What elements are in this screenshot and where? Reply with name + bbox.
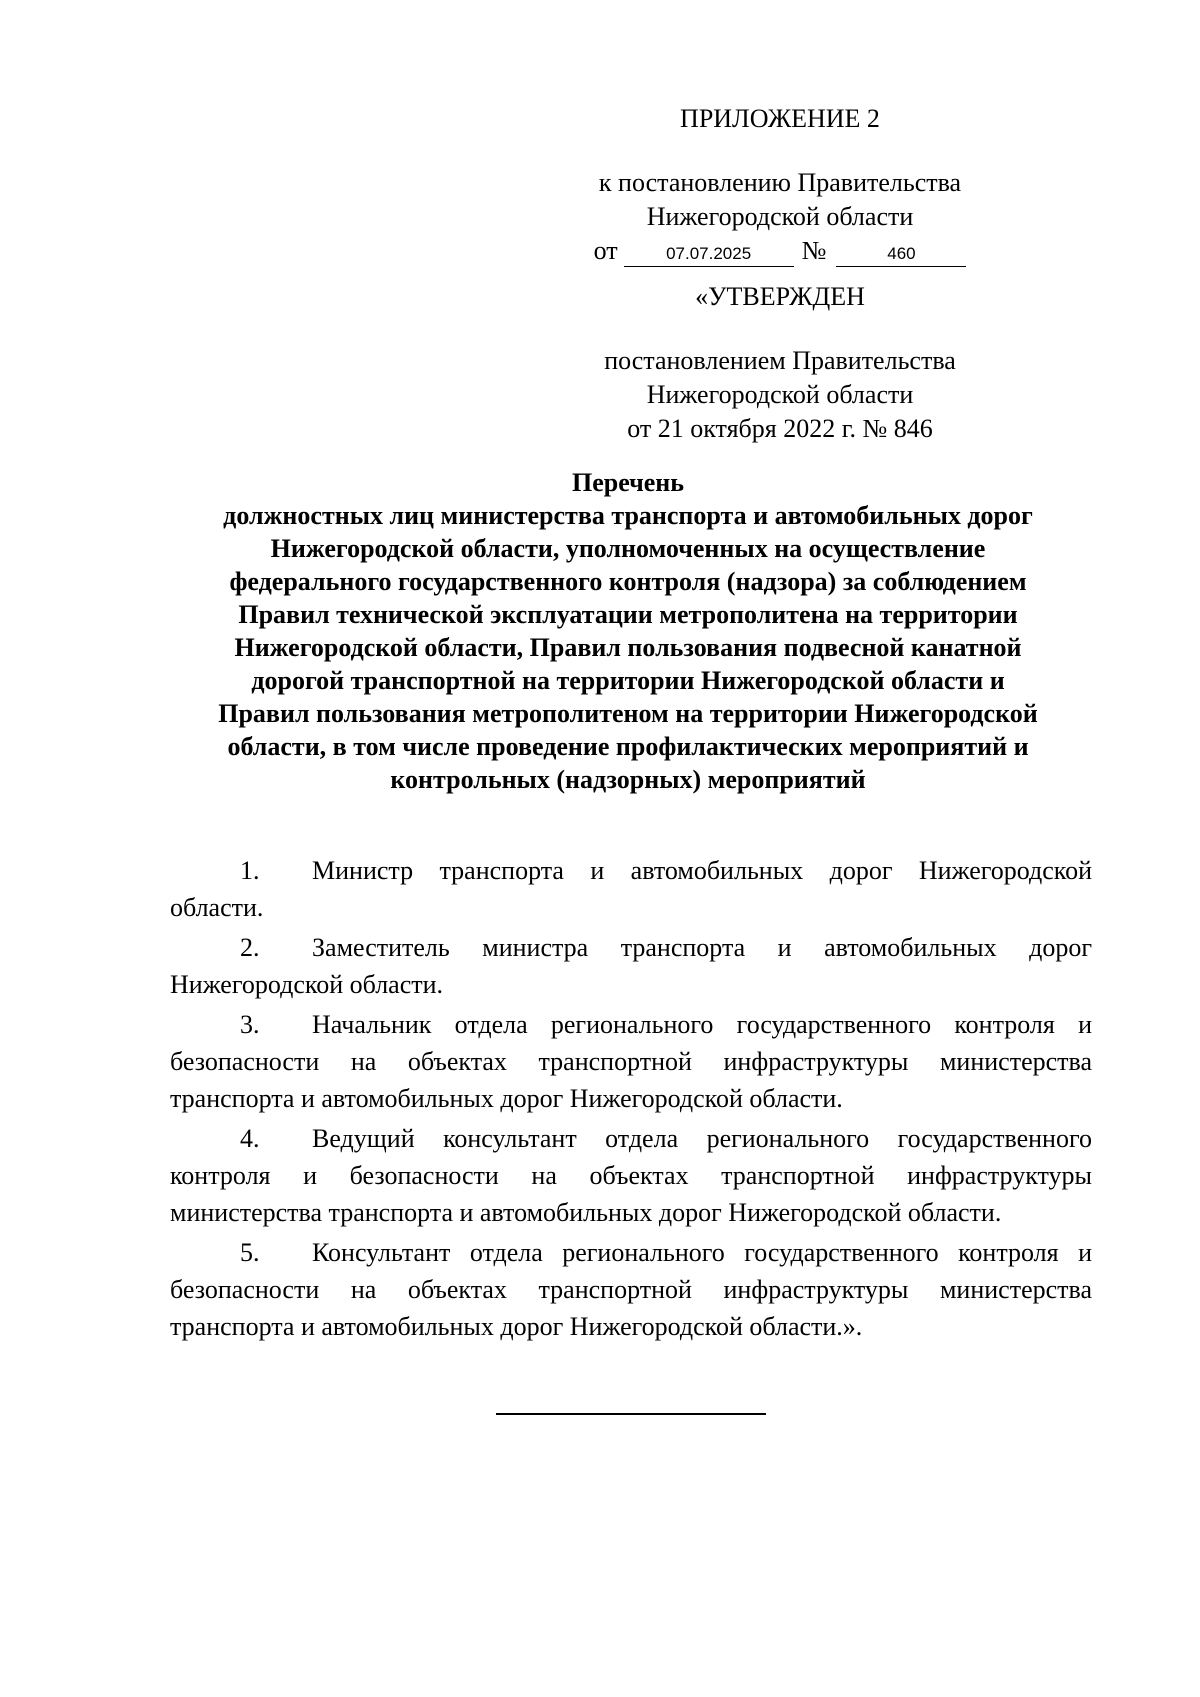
title-line: контрольных (надзорных) мероприятий [390, 765, 866, 794]
list-item [170, 1006, 1092, 1117]
title-line: должностных лиц министерства транспорта и автомобильных дорог [223, 501, 1033, 530]
title-heading: Перечень [571, 468, 685, 497]
list-item-number: 4. [240, 1124, 260, 1153]
list-item-number: 3. [240, 1010, 260, 1039]
appendix-header [560, 100, 1000, 268]
appendix-to-line-1: к постановлению Правительства [598, 168, 962, 197]
list-item [170, 929, 1092, 1003]
list-item [170, 1234, 1092, 1345]
date-value: 07.07.2025 [624, 242, 794, 267]
approved-label: «УТВЕРЖДЕН [695, 282, 865, 311]
list-item-text: Ведущий консультант отдела регионального государственного контроля и безопасности на объектах транспортной инфраструктуры министерства транспорта и автомобильных дорог Нижегородской области. [170, 1124, 1092, 1227]
title-line: области, в том числе проведение профилактических мероприятий и [227, 732, 1029, 761]
approved-block [560, 280, 1000, 446]
approved-by-line-3: от 21 октября 2022 г. № 846 [627, 414, 933, 443]
title-line: дорогой транспортной на территории Нижегородской области и [251, 666, 1005, 695]
list-item [170, 852, 1092, 926]
title-line: Нижегородской области, уполномоченных на осуществление [270, 534, 986, 563]
approved-by-line-2: Нижегородской области [646, 380, 914, 409]
list-item-text: Начальник отдела регионального государственного контроля и безопасности на объектах транспортной инфраструктуры министерства транспорта и автомобильных дорог Нижегородской области. [170, 1010, 1092, 1113]
number-prefix: № [801, 236, 827, 265]
closing-divider [496, 1413, 766, 1415]
list-item-number: 5. [240, 1238, 260, 1267]
document-title [168, 466, 1088, 796]
appendix-date-line [560, 234, 1000, 268]
appendix-to-line-2: Нижегородской области [646, 202, 914, 231]
title-line: Нижегородской области, Правил пользования подвесной канатной [234, 633, 1022, 662]
officials-list [170, 852, 1092, 1348]
list-item-text: Консультант отдела регионального государственного контроля и безопасности на объектах транспортной инфраструктуры министерства транспорта и автомобильных дорог Нижегородской области.». [170, 1238, 1092, 1341]
list-item-number: 2. [240, 933, 260, 962]
title-line: Правил пользования метрополитеном на территории Нижегородской [218, 699, 1038, 728]
list-item [170, 1120, 1092, 1231]
title-line: Правил технической эксплуатации метрополитена на территории [238, 600, 1018, 629]
list-item-text: Заместитель министра транспорта и автомобильных дорог Нижегородской области. [170, 933, 1092, 999]
list-item-text: Министр транспорта и автомобильных дорог Нижегородской области. [170, 856, 1092, 922]
date-prefix: от [593, 236, 618, 265]
approved-by-line-1: постановлением Правительства [604, 346, 956, 375]
number-value: 460 [836, 242, 966, 267]
list-item-number: 1. [240, 856, 260, 885]
title-line: федерального государственного контроля (надзора) за соблюдением [229, 567, 1027, 596]
appendix-title: ПРИЛОЖЕНИЕ 2 [680, 104, 880, 133]
